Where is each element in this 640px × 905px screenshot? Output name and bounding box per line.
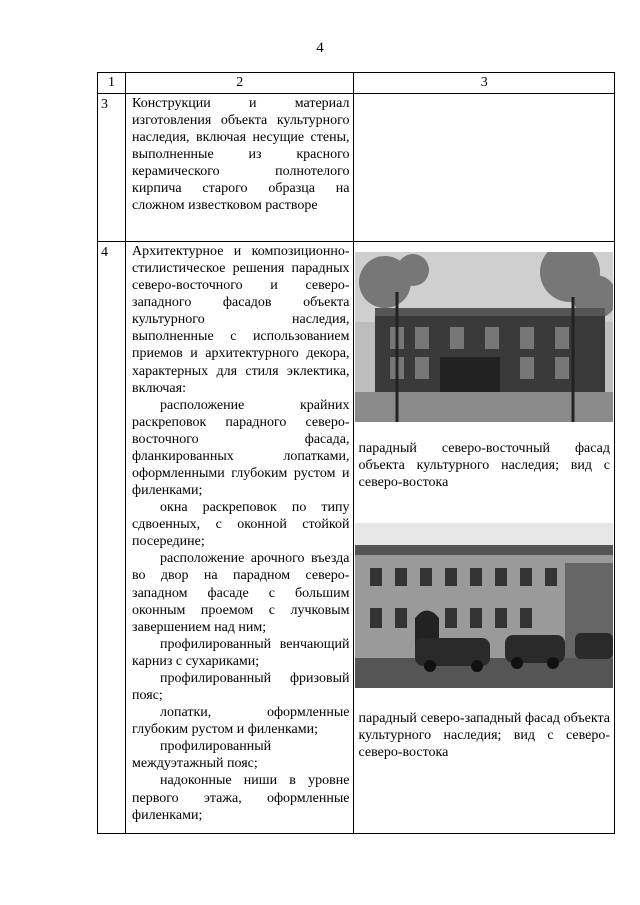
table-header-row — [98, 73, 615, 94]
heritage-table — [97, 72, 615, 834]
row-number: 3 — [98, 94, 126, 242]
row-description — [126, 94, 354, 242]
header-col-1: 1 — [98, 73, 126, 94]
paragraph-item: профилированный фризовый пояс; — [132, 670, 350, 704]
row-text: Конструкции и материал изготовления объекта культурного наследия, включая несущие стены, выполненные из красного керамического полнотелого кирпича старого образца на сложном известковом растворе — [132, 96, 350, 214]
photo-caption: парадный северо-восточный фасад объекта культурного наследия; вид с северо-востока — [358, 441, 610, 491]
photo-northwest-facade — [355, 523, 613, 688]
row-description — [126, 242, 354, 834]
paragraph-item: надоконные ниши в уровне первого этажа, оформленные филенками; — [132, 773, 350, 823]
photo-northeast-facade — [355, 252, 613, 422]
page-number: 4 — [316, 40, 324, 56]
row-photo-cell-empty — [354, 94, 615, 242]
paragraph-item: профилированный венчающий карниз с сухариками; — [132, 636, 350, 669]
paragraph-item: профилированный междуэтажный пояс; — [132, 739, 272, 772]
photo-caption: парадный северо-западный фасад объекта культурного наследия; вид с северо-северо-востока — [358, 711, 610, 761]
row-photo-cell — [354, 242, 615, 834]
header-col-2: 2 — [126, 73, 354, 94]
paragraph-item: расположение крайних раскреповок парадного северо-восточного фасада, фланкированных лопатками, оформленными глубоким рустом и филенками; — [132, 397, 350, 499]
table-row — [98, 242, 615, 834]
table-row — [98, 94, 615, 242]
paragraph-item: лопатки, оформленные глубоким рустом и филенками; — [132, 705, 350, 738]
paragraph-item: окна раскреповок по типу сдвоенных, с оконной стойкой посередине; — [132, 500, 350, 550]
row-number: 4 — [98, 242, 126, 834]
header-col-3: 3 — [354, 73, 615, 94]
paragraph-item: расположение арочного въезда во двор на парадном северо-западном фасаде с большим оконным проемом с лучковым завершением над ним; — [132, 551, 350, 635]
paragraph-intro: Архитектурное и композиционно-стилистическое решения парадных северо-восточного и северо-западного фасадов объекта культурного наследия, выполненные с использованием приемов и архитектурного декора, характерных для стиля эклектика, включая: — [132, 244, 350, 396]
